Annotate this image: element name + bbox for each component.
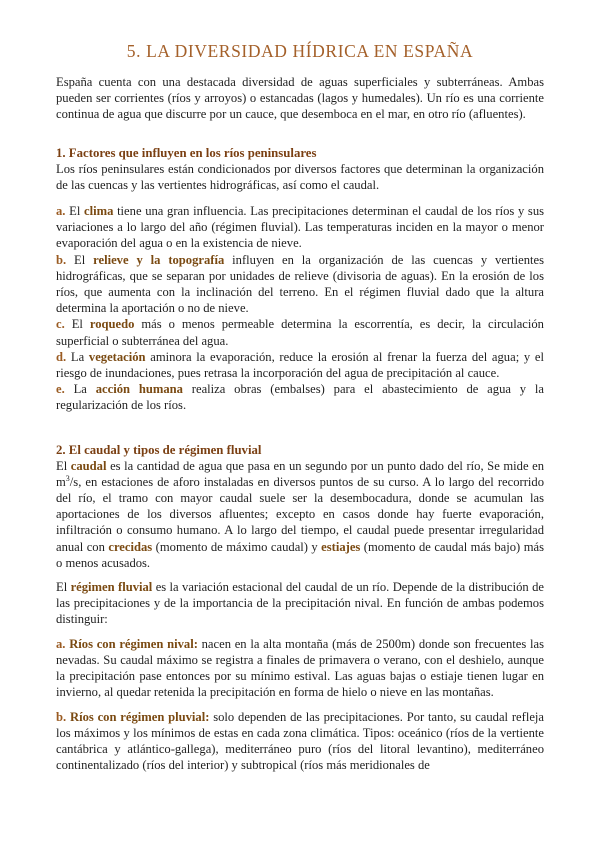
keyword: Ríos con régimen pluvial: [69,709,210,724]
section2-heading: 2. El caudal y tipos de régimen fluvial [56,442,262,457]
section1-heading: 1. Factores que influyen en los ríos peninsulares [56,145,317,160]
keyword: vegetación [88,349,146,364]
regime-item-nival: a. Ríos con régimen nival: nacen en la alta montaña (más de 2500m) donde son frecuentes las nevadas. Su caudal máximo se registra a finales de primavera o verano, con el deshielo, aunque la precipitación pase entonces por su mínimo estival. Las aguas bajas o estiaje tienen lugar en invierno, al quedar retenida la precipitación en forma de hielo o nieve en las montañas. [56,636,545,700]
item-letter: d. [56,349,67,364]
item-letter: b. [56,252,67,267]
factor-item-relief: b. El relieve y la topografía influyen en la organización de las cuencas y vertientes hidrográficas, que se separan por unidades de relieve (divisoria de aguas). En la erosión de los ríos, que aumenta con la inclinación del terreno. En el régimen fluvial dado que la altura determina la aportación o no de nieve. [56,252,544,316]
factor-item-climate: a. El clima tiene una gran influencia. Las precipitaciones determinan el caudal de los ríos y sus variaciones a lo largo del año (régimen fluvial). Las temperaturas inciden en la mayor o menor evaporación del agua o en la existencia de nieve. [56,204,545,251]
keyword: acción humana [95,382,183,397]
keyword: estiajes [321,539,361,554]
keyword: caudal [70,458,107,473]
regimen-paragraph: El régimen fluvial es la variación estacional del caudal de un río. Depende de la distribución de las precipitaciones y de la importancia de la precipitación nival. En función de ambas podemos distinguir: [56,580,544,627]
keyword: relieve y la topografía [93,252,225,267]
caudal-paragraph: El caudal es la cantidad de agua que pasa en un segundo por un punto dado del río, Se mide en $m^3/s$, en estaciones de aforo instaladas en diversos puntos de su curso. A lo largo del recorrido del río, el tramo con mayor caudal suele ser la desembocadura, donde se acumulan las aportaciones de los diversos afluentes; excepto en casos donde hay fuerte evaporación, infiltración o consumo humano. A lo largo del tiempo, el caudal puede presentar irregularidad anual con crecidas (momento de máximo caudal) y estiajes (momento de caudal más bajo) más o menos acusados. [56,458,544,570]
page-title: 5. LA DIVERSIDAD HÍDRICA EN ESPAÑA [126,41,474,61]
keyword: crecidas [108,539,153,554]
item-letter: c. [56,317,65,332]
item-letter: a. [56,636,66,651]
keyword: Ríos con régimen nival: [69,636,198,651]
keyword: régimen fluvial [70,580,153,595]
keyword: clima [84,204,114,219]
intro-paragraph: España cuenta con una destacada diversidad de aguas superficiales y subterráneas. Ambas pueden ser corrientes (ríos y arroyos) o estancadas (lagos y humedales). Un río es una corriente continua de agua que discurre por un cauce, que desemboca en el mar, en otro río (afluentes). [56,75,544,122]
factor-item-vegetation: d. La vegetación aminora la evaporación, reduce la erosión al frenar la fuerza del agua; y el riesgo de inundaciones, pues retrasa la incorporación del agua de precipitación al cauce. [56,349,544,381]
keyword: roquedo [89,317,135,332]
item-letter: a. [56,204,66,219]
section1-intro: Los ríos peninsulares están condicionados por diversos factores que determinan la organización de las cuencas y las vertientes hidrográficas, así como el caudal. [56,161,544,192]
regime-item-pluvial: b. Ríos con régimen pluvial: solo dependen de las precipitaciones. Por tanto, su caudal refleja los máximos y los mínimos de estas en cada zona climática. Tipos: oceánico (ríos de la vertiente cantábrica y atlántico-gallega), mediterráneo puro (ríos del litoral levantino), mediterráneo continentalizado (ríos del interior) y subtropical (ríos más meridionales de [56,709,545,773]
item-letter: e. [56,382,65,397]
item-letter: b. [56,709,67,724]
factor-item-human-action: e. La acción humana realiza obras (embalses) para el abastecimiento de agua y la regularización de los ríos. [56,382,545,413]
factor-item-rock: c. El roquedo más o menos permeable determina la escorrentía, es decir, la circulación superficial o subterránea del agua. [56,317,544,348]
